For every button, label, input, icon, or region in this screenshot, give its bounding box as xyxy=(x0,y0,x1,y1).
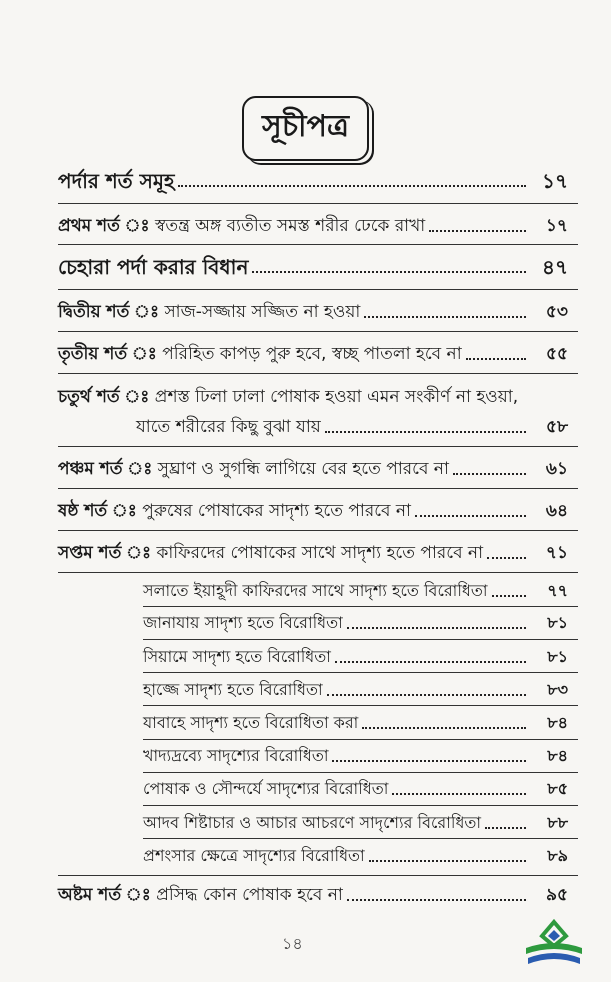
divider xyxy=(58,331,578,332)
sub-entry-text: খাদ্যদ্রব্যে সাদৃশ্যের বিরোধিতা xyxy=(143,746,329,765)
leader-dots xyxy=(364,316,526,318)
divider xyxy=(143,805,578,806)
leader-dots xyxy=(362,727,526,729)
entry-page: ৯৫ xyxy=(545,885,568,905)
divider xyxy=(58,446,578,447)
entry-label: প্রথম শর্ত ঃ xyxy=(58,216,150,236)
entry-label: চেহারা পর্দা করার বিধান xyxy=(58,255,249,279)
toc-entry-0[interactable] xyxy=(58,170,568,192)
leader-dots xyxy=(415,515,526,517)
toc-entry-5[interactable] xyxy=(58,386,568,438)
sub-entry-page: ৭৭ xyxy=(547,581,568,600)
toc-sub-entry-8[interactable] xyxy=(143,845,568,867)
entry-text: স্বতন্ত্র অঙ্গ ব্যতীত সমস্ত শরীর ঢেকে রাখা xyxy=(154,216,426,236)
entry-label: পঞ্চম শর্ত ঃ xyxy=(58,459,153,479)
entry-text: কাফিরদের পোষাকের সাথে সাদৃশ্য হতে পারবে না xyxy=(156,543,484,563)
leader-dots xyxy=(485,827,526,829)
entry-page: ৭১ xyxy=(545,543,568,563)
divider xyxy=(58,203,578,204)
sub-entry-text: পোষাক ও সৌন্দর্যে সাদৃশ্যের বিরোধিতা xyxy=(143,779,389,798)
divider xyxy=(58,289,578,290)
sub-entry-page: ৮১ xyxy=(547,647,568,666)
leader-dots xyxy=(369,860,526,862)
toc-entry-2[interactable] xyxy=(58,256,568,278)
entry-page: ১৭ xyxy=(542,169,568,193)
toc-sub-entry-5[interactable] xyxy=(143,745,568,767)
toc-entry-3[interactable] xyxy=(58,301,568,323)
toc-sub-entry-4[interactable] xyxy=(143,712,568,734)
page-title: সূচীপত্র xyxy=(242,96,369,161)
entry-text: পরিহিত কাপড় পুরু হবে, স্বচ্ছ পাতলা হবে না xyxy=(162,344,462,364)
toc-sub-entry-0[interactable] xyxy=(143,580,568,602)
divider xyxy=(143,772,578,773)
toc-entry-6[interactable] xyxy=(58,458,568,480)
leader-dots xyxy=(325,431,526,433)
entry-text: সাজ-সজ্জায় সজ্জিত না হওয়া xyxy=(164,302,361,322)
divider xyxy=(143,606,578,607)
entry-page: ৬৪ xyxy=(545,501,568,521)
leader-dots xyxy=(332,760,526,762)
sub-entry-text: সিয়ামে সাদৃশ্য হতে বিরোধিতা xyxy=(143,647,331,666)
divider xyxy=(143,739,578,740)
entry-text-cont: যাতে শরীরের কিছু বুঝা যায় xyxy=(136,417,321,437)
leader-dots xyxy=(392,793,526,795)
leader-dots xyxy=(178,185,526,187)
entry-page: ৫৮ xyxy=(545,417,568,437)
leader-dots xyxy=(335,661,526,663)
toc-sub-entry-1[interactable] xyxy=(143,612,568,634)
sub-entry-text: আদব শিষ্টাচার ও আচার আচরণে সাদৃশ্যের বিরোধিতা xyxy=(143,813,482,832)
toc-entry-last[interactable] xyxy=(58,884,568,906)
entry-text: পুরুষের পোষাকের সাদৃশ্য হতে পারবে না xyxy=(142,501,411,521)
toc-sub-entry-6[interactable] xyxy=(143,778,568,800)
leader-dots xyxy=(492,595,526,597)
divider xyxy=(143,838,578,839)
divider xyxy=(143,705,578,706)
sub-entry-page: ৮৯ xyxy=(547,846,568,865)
sub-entry-page: ৮৪ xyxy=(547,713,568,732)
sub-entry-page: ৮১ xyxy=(547,613,568,632)
entry-label: সপ্তম শর্ত ঃ xyxy=(58,543,152,563)
leader-dots xyxy=(327,694,526,696)
entry-page: ১৭ xyxy=(545,216,568,236)
publisher-logo-icon xyxy=(520,918,588,970)
entry-page: ৪৭ xyxy=(542,255,568,279)
page-number: ১৪ xyxy=(282,934,303,953)
divider xyxy=(143,639,578,640)
divider xyxy=(143,672,578,673)
title-wrap xyxy=(0,96,611,161)
toc-entry-7[interactable] xyxy=(58,500,568,522)
toc-sub-entry-7[interactable] xyxy=(143,812,568,834)
leader-dots xyxy=(466,358,526,360)
leader-dots xyxy=(347,627,526,629)
entry-label: চতুর্থ শর্ত ঃ xyxy=(58,387,150,407)
leader-dots xyxy=(487,557,526,559)
leader-dots xyxy=(252,271,526,273)
sub-entry-text: হাজ্জে সাদৃশ্য হতে বিরোধিতা xyxy=(143,680,323,699)
divider xyxy=(58,373,578,374)
toc-sub-entry-3[interactable] xyxy=(143,679,568,701)
leader-dots xyxy=(429,230,526,232)
entry-text: সুঘ্রাণ ও সুগন্ধি লাগিয়ে বের হতে পারবে না xyxy=(157,459,449,479)
sub-entry-page: ৮৪ xyxy=(547,746,568,765)
divider xyxy=(58,875,578,876)
sub-entry-page: ৮৫ xyxy=(547,779,568,798)
entry-text: প্রশস্ত ঢিলা ঢালা পোষাক হওয়া এমন সংকীর্ণ না হওয়া, xyxy=(154,387,519,407)
sub-entry-text: সলাতে ইয়াহূদী কাফিরদের সাথে সাদৃশ্য হতে বিরোধিতা xyxy=(143,581,488,600)
entry-page: ৫৫ xyxy=(545,344,568,364)
leader-dots xyxy=(347,899,526,901)
entry-page: ৬১ xyxy=(545,459,568,479)
entry-label: ষষ্ঠ শর্ত ঃ xyxy=(58,501,137,521)
divider xyxy=(58,244,578,245)
sub-entry-text: প্রশংসার ক্ষেত্রে সাদৃশ্যের বিরোধিতা xyxy=(143,846,365,865)
toc-entry-1[interactable] xyxy=(58,215,568,237)
entry-label: দ্বিতীয় শর্ত ঃ xyxy=(58,302,160,322)
entry-text: প্রসিদ্ধ কোন পোষাক হবে না xyxy=(156,885,343,905)
toc-sub-entry-2[interactable] xyxy=(143,646,568,668)
sub-entry-page: ৮৮ xyxy=(547,813,568,832)
toc-entry-8[interactable] xyxy=(58,542,568,564)
divider xyxy=(58,488,578,489)
entry-label: পর্দার শর্ত সমূহ xyxy=(58,169,175,193)
sub-entry-page: ৮৩ xyxy=(547,680,568,699)
entry-page: ৫৩ xyxy=(545,302,568,322)
divider xyxy=(58,530,578,531)
sub-entry-text: যাবাহে সাদৃশ্য হতে বিরোধিতা করা xyxy=(143,713,359,732)
entry-label: তৃতীয় শর্ত ঃ xyxy=(58,344,157,364)
toc-entry-4[interactable] xyxy=(58,343,568,365)
divider xyxy=(58,572,578,573)
entry-label: অষ্টম শর্ত ঃ xyxy=(58,885,151,905)
sub-entry-text: জানাযায় সাদৃশ্য হতে বিরোধিতা xyxy=(143,613,343,632)
leader-dots xyxy=(453,473,526,475)
